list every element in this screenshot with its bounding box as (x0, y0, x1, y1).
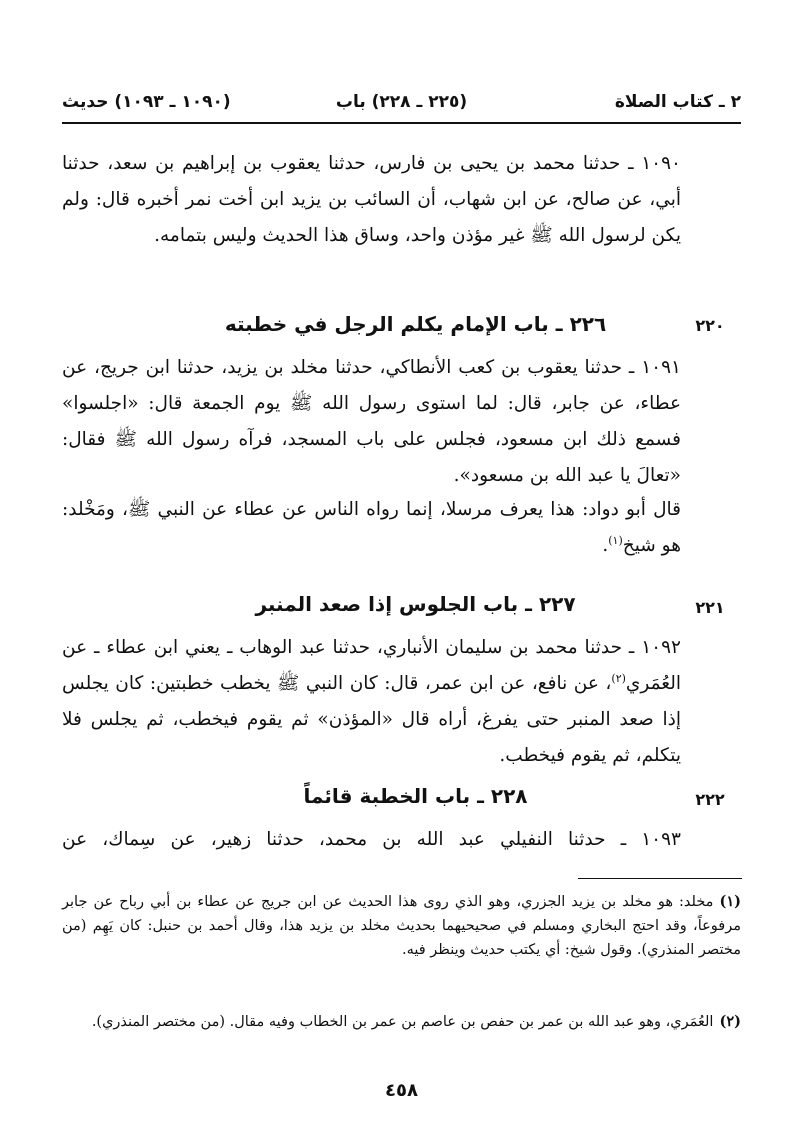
header-book-title: ٢ ـ كتاب الصلاة (614, 92, 741, 112)
page-number: ٤٥٨ (385, 1080, 418, 1101)
hadith-1090: ١٠٩٠ ـ حدثنا محمد بن يحيى بن فارس، حدثنا يعقوب بن إبراهيم بن سعد، حدثنا أبي، عن صالح، عن ابن شهاب، أن السائب بن يزيد ابن أخت نمر أخبره قال: ولم يكن لرسول الله ﷺ غير مؤذن واحد، وساق هذا الحديث وليس بتمامه. (62, 153, 681, 246)
footnote-number: (١) (719, 893, 741, 910)
chapter-heading-228: ٢٢٨ ـ باب الخطبة قائماً (303, 784, 528, 808)
header-hadith-range: (١٠٩٠ ـ ١٠٩٣) حديث (62, 92, 231, 112)
chapter-heading-227: ٢٢٧ ـ باب الجلوس إذا صعد المنبر (255, 592, 576, 616)
footnote-divider (578, 878, 742, 879)
footnote-ref-2[interactable]: (٢) (611, 671, 626, 685)
footnote-number: (٢) (719, 1013, 741, 1030)
margin-number-221: ٢٢١ (695, 598, 725, 617)
note-text: قال أبو دواد: هذا يعرف مرسلا، إنما رواه الناس عن عطاء عن النبي ﷺ، ومَخْلد: هو شيخ (62, 499, 681, 556)
footnote-1 (62, 890, 741, 962)
margin-number-222: ٢٢٢ (695, 790, 725, 809)
header-chapter-range: (٢٢٥ ـ ٢٢٨) باب (335, 92, 468, 112)
footnote-text: مخلد: هو مخلد بن يزيد الجزري، وهو الذي روى هذا الحديث عن ابن جريج عن عطاء بن أبي رباح عن جابر مرفوعاً، وقد احتج البخاري ومسلم في صحيحيهما بحديث مخلد بن يزيد هذا، وقال أحمد بن حنبل: كان يَهِم (من مختصر المنذري). وقول شيخ: أي يكتب حديث وينظر فيه. (62, 894, 741, 958)
footnote-text: العُمَري، وهو عبد الله بن عمر بن حفص بن عاصم بن عمر بن الخطاب وفيه مقال. (من مختصر المنذري). (91, 1014, 714, 1030)
hadith-1092 (62, 630, 681, 774)
running-header (62, 88, 741, 122)
hadith-1092-part-a: ١٠٩٢ ـ حدثنا محمد بن سليمان الأنباري، حدثنا عبد الوهاب ـ يعني ابن عطاء ـ عن العُمَري (62, 637, 681, 694)
chapter-heading-226: ٢٢٦ ـ باب الإمام يكلم الرجل في خطبته (224, 312, 607, 336)
abu-dawud-note (62, 492, 681, 564)
footnote-ref-1[interactable]: (١) (608, 533, 623, 547)
hadith-1092-part-b: ، عن نافع، عن ابن عمر، قال: كان النبي ﷺ يخطب خطبتين: كان يجلس إذا صعد المنبر حتى يفرغ، أراه قال «المؤذن» ثم يقوم فيخطب، ثم يجلس فلا يتكلم، ثم يقوم فيخطب. (62, 673, 681, 766)
note-end: . (602, 535, 609, 556)
footnote-2 (62, 1010, 741, 1034)
hadith-1091: ١٠٩١ ـ حدثنا يعقوب بن كعب الأنطاكي، حدثنا مخلد بن يزيد، حدثنا ابن جريج، عن عطاء، عن جابر، قال: لما استوى رسول الله ﷺ يوم الجمعة قال: «اجلسوا» فسمع ذلك ابن مسعود، فجلس على باب المسجد، فرآه رسول الله ﷺ فقال: «تعالَ يا عبد الله بن مسعود». (62, 357, 681, 486)
header-divider (62, 122, 741, 124)
hadith-1093: ١٠٩٣ ـ حدثنا النفيلي عبد الله بن محمد، حدثنا زهير، عن سِماك، عن (62, 829, 681, 850)
margin-number-220: ٢٢٠ (695, 316, 725, 335)
